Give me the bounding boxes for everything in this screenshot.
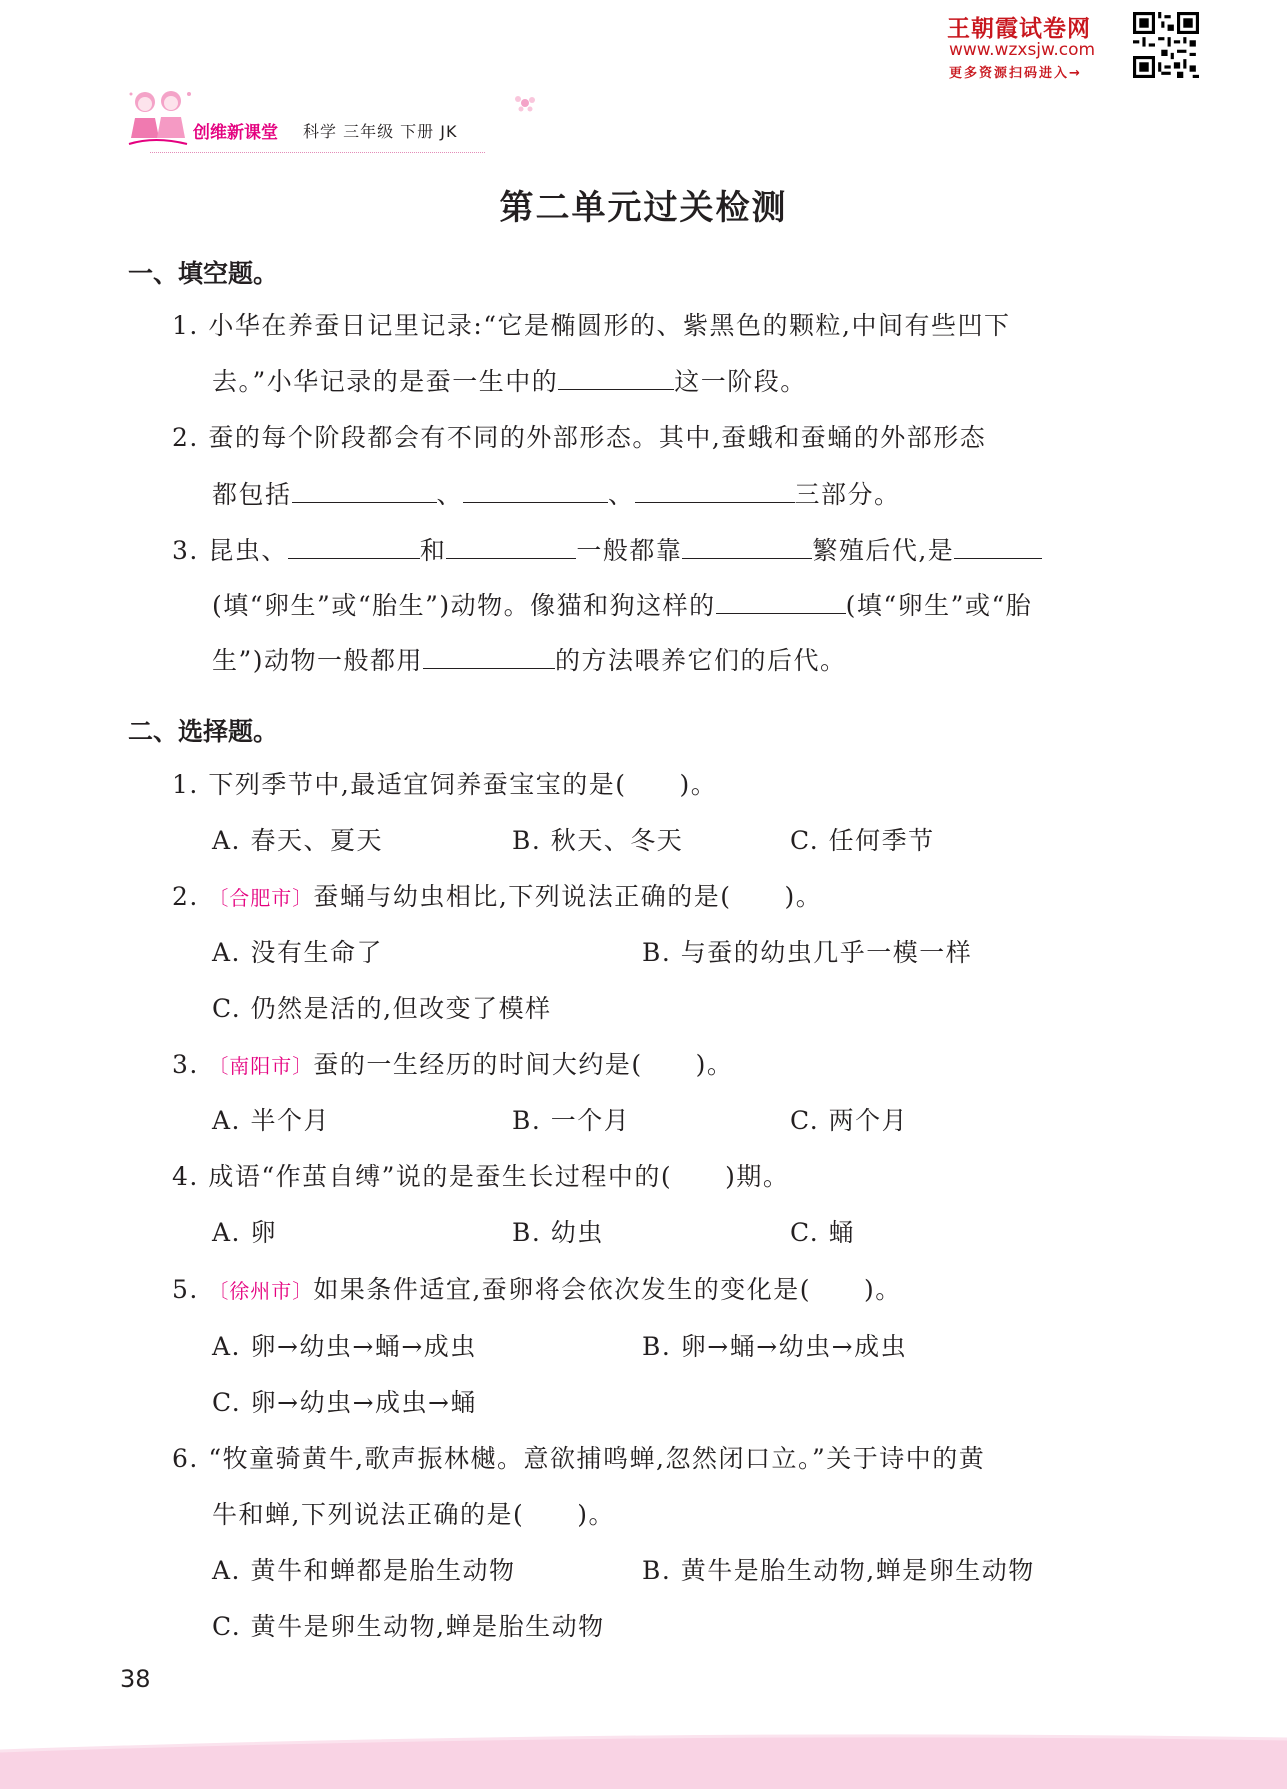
question-text: 下列季节中,最适宜饲养蚕宝宝的是( )。 — [208, 770, 718, 799]
question-text: 这一阶段。 — [674, 367, 807, 396]
page-number: 38 — [120, 1665, 151, 1693]
question-text: 生”)动物一般都用 — [212, 646, 424, 675]
watermark-url[interactable]: www.wzxsjw.com — [949, 40, 1096, 60]
question-text: 的方法喂养它们的后代。 — [555, 646, 847, 675]
separator: 、 — [436, 480, 464, 509]
choice-q4-option-a[interactable]: A. 卵 — [212, 1218, 277, 1247]
question-text: 去。”小华记录的是蚕一生中的 — [212, 367, 559, 396]
answer-blank[interactable] — [558, 364, 674, 390]
question-text: 蚕蛹与幼虫相比,下列说法正确的是( )。 — [313, 882, 823, 911]
choice-q6-option-b[interactable]: B. 黄牛是胎生动物,蝉是卵生动物 — [642, 1556, 1035, 1585]
fill-q3-line2 — [212, 588, 1032, 623]
question-text: (填“卵生”或“胎生”)动物。像猫和狗这样的 — [212, 591, 716, 620]
question-text: “牧童骑黄牛,歌声振林樾。意欲捕鸣蝉,忽然闭口立。”关于诗中的黄 — [208, 1444, 986, 1473]
question-text: 成语“作茧自缚”说的是蚕生长过程中的( )期。 — [208, 1162, 790, 1191]
watermark-title: 王朝霞试卷网 — [947, 16, 1091, 42]
choice-q2-option-b[interactable]: B. 与蚕的幼虫几乎一模一样 — [642, 938, 973, 967]
fill-q3-line1 — [172, 533, 1042, 568]
choice-q3-option-c[interactable]: C. 两个月 — [790, 1106, 909, 1135]
question-text: 繁殖后代,是 — [812, 536, 955, 565]
question-text: 都包括 — [212, 480, 292, 509]
separator: 、 — [608, 480, 635, 509]
fill-q1-line1 — [172, 309, 1010, 343]
choice-q1-option-a[interactable]: A. 春天、夏天 — [212, 826, 383, 855]
question-number: 2. — [172, 882, 199, 911]
flower-decoration-icon — [512, 92, 538, 114]
question-text: (填“卵生”或“胎 — [845, 591, 1033, 620]
fill-q1-line2 — [212, 364, 807, 399]
question-text: 蚕的每个阶段都会有不同的外部形态。其中,蚕蛾和蚕蛹的外部形态 — [208, 423, 987, 452]
choice-q3-stem — [172, 1048, 733, 1083]
question-number: 6. — [172, 1444, 199, 1473]
choice-q6-option-c[interactable]: C. 黄牛是卵生动物,蝉是胎生动物 — [212, 1612, 605, 1641]
choice-q5-option-a[interactable]: A. 卵→幼虫→蛹→成虫 — [212, 1332, 477, 1361]
choice-q1-option-b[interactable]: B. 秋天、冬天 — [512, 826, 684, 855]
fill-q2-line1 — [172, 421, 986, 455]
answer-blank[interactable] — [288, 533, 420, 559]
question-text: 和 — [419, 536, 447, 565]
region-tag: 〔徐州市〕 — [208, 1279, 314, 1303]
choice-q1-option-c[interactable]: C. 任何季节 — [790, 826, 935, 855]
section-heading-choice: 二、选择题。 — [128, 717, 279, 746]
choice-q3-option-b[interactable]: B. 一个月 — [512, 1106, 631, 1135]
choice-q1-stem — [172, 768, 717, 802]
subject-label: 科学 三年级 下册 JK — [303, 122, 458, 141]
choice-q2-option-a[interactable]: A. 没有生命了 — [212, 938, 383, 967]
choice-q5-option-b[interactable]: B. 卵→蛹→幼虫→成虫 — [642, 1332, 908, 1361]
choice-q5-stem — [172, 1273, 902, 1308]
footer-band — [0, 1711, 1287, 1789]
watermark-subtitle: 更多资源扫码进入→ — [949, 66, 1082, 81]
region-tag: 〔合肥市〕 — [208, 886, 314, 910]
question-number: 3. — [172, 536, 199, 565]
answer-blank[interactable] — [292, 477, 437, 503]
fill-q3-line3 — [212, 643, 847, 678]
answer-blank[interactable] — [954, 533, 1042, 559]
book-header — [125, 88, 545, 158]
question-text: 一般都靠 — [576, 536, 683, 565]
choice-q4-stem — [172, 1160, 789, 1194]
choice-q5-option-c[interactable]: C. 卵→幼虫→成虫→蛹 — [212, 1388, 477, 1417]
brand-name: 创维新课堂 — [193, 123, 278, 143]
answer-blank[interactable] — [463, 477, 608, 503]
choice-q4-option-b[interactable]: B. 幼虫 — [512, 1218, 604, 1247]
choice-q2-option-c[interactable]: C. 仍然是活的,但改变了模样 — [212, 994, 552, 1023]
page-title: 第二单元过关检测 — [499, 188, 788, 228]
choice-q6-line2: 牛和蝉,下列说法正确的是( )。 — [212, 1500, 615, 1529]
choice-q3-option-a[interactable]: A. 半个月 — [212, 1106, 330, 1135]
question-number: 4. — [172, 1162, 199, 1191]
kids-logo-icon — [125, 88, 197, 154]
question-number: 5. — [172, 1275, 199, 1304]
answer-blank[interactable] — [716, 588, 846, 614]
answer-blank[interactable] — [423, 643, 555, 669]
question-text: 三部分。 — [794, 480, 901, 509]
answer-blank[interactable] — [446, 533, 576, 559]
qr-code-icon[interactable] — [1133, 12, 1199, 78]
question-text: 如果条件适宜,蚕卵将会依次发生的变化是( )。 — [313, 1275, 902, 1304]
choice-q6-line1 — [172, 1442, 985, 1476]
question-text: 小华在养蚕日记里记录:“它是椭圆形的、紫黑色的颗粒,中间有些凹下 — [208, 311, 1011, 340]
region-tag: 〔南阳市〕 — [208, 1054, 314, 1078]
choice-q6-option-a[interactable]: A. 黄牛和蝉都是胎生动物 — [212, 1556, 516, 1585]
section-heading-fill-blank: 一、填空题。 — [128, 259, 279, 288]
answer-blank[interactable] — [682, 533, 812, 559]
choice-q4-option-c[interactable]: C. 蛹 — [790, 1218, 856, 1247]
header-divider — [150, 152, 485, 153]
choice-q2-stem — [172, 880, 822, 915]
question-number: 1. — [172, 311, 199, 340]
question-number: 1. — [172, 770, 199, 799]
fill-q2-line2 — [212, 477, 901, 512]
answer-blank[interactable] — [635, 477, 795, 503]
question-text: 昆虫、 — [208, 536, 288, 565]
question-number: 2. — [172, 423, 199, 452]
question-number: 3. — [172, 1050, 199, 1079]
question-text: 蚕的一生经历的时间大约是( )。 — [313, 1050, 734, 1079]
